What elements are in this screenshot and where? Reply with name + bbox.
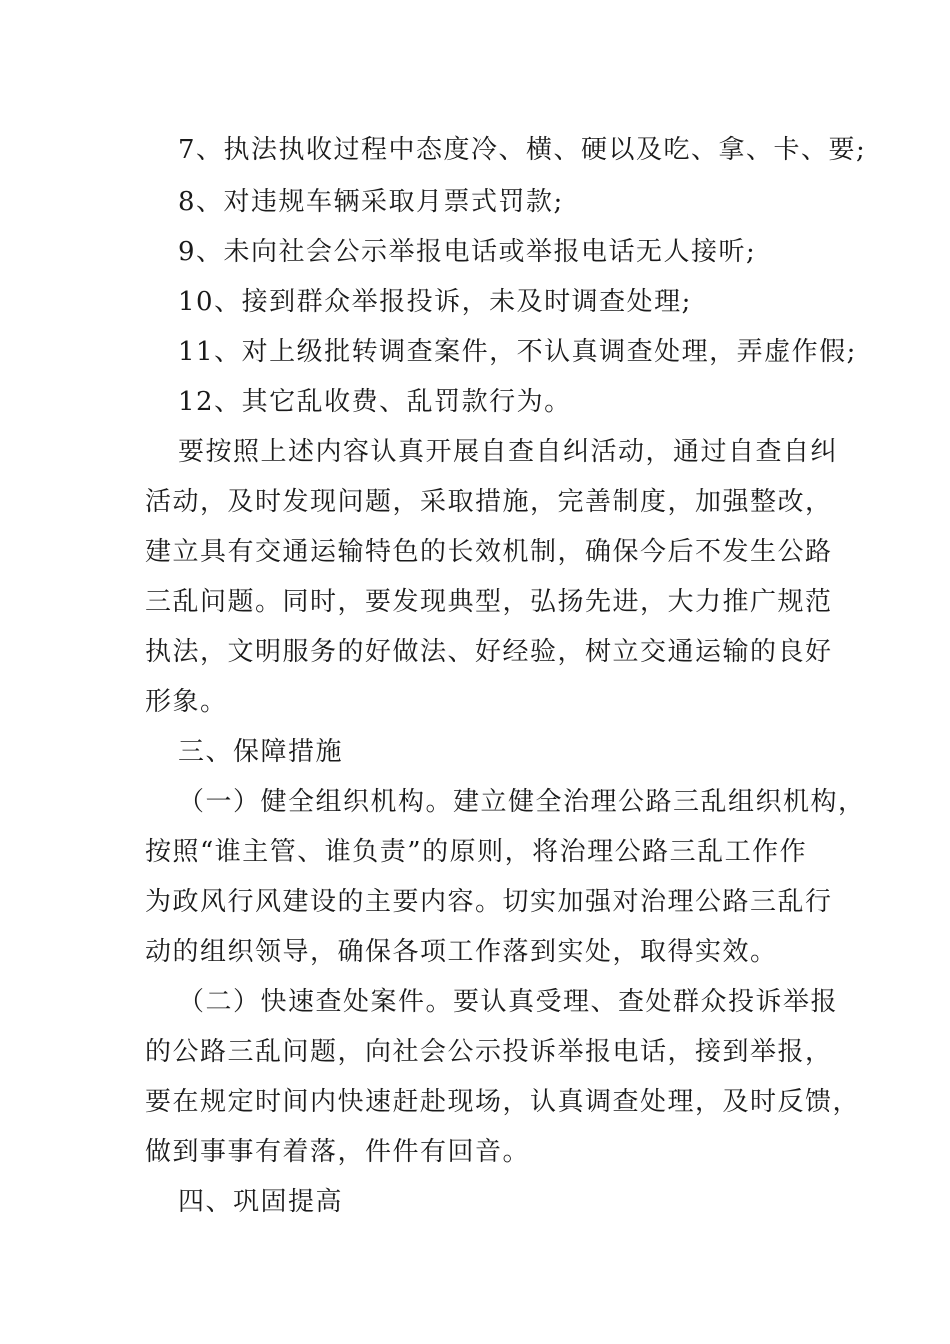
paragraph-line: （二）快速查处案件。要认真受理、查处群众投诉举报 bbox=[178, 987, 839, 1017]
paragraph-line: 形象。 bbox=[145, 687, 228, 717]
paragraph-line: 的公路三乱问题，向社会公示投诉举报电话，接到举报， bbox=[145, 1037, 833, 1067]
paragraph-line: 建立具有交通运输特色的长效机制，确保今后不发生公路 bbox=[145, 537, 833, 567]
list-item-10: 10、接到群众举报投诉，未及时调查处理; bbox=[178, 287, 692, 317]
list-item-12: 12、其它乱收费、乱罚款行为。 bbox=[178, 387, 572, 417]
list-item-8: 8、对违规车辆采取月票式罚款; bbox=[178, 187, 564, 217]
section-heading: 四、巩固提高 bbox=[178, 1187, 344, 1217]
paragraph-line: 为政风行风建设的主要内容。切实加强对治理公路三乱行 bbox=[145, 887, 833, 917]
paragraph-line: 按照“谁主管、谁负责”的原则，将治理公路三乱工作作 bbox=[145, 837, 808, 867]
list-item-7: 7、执法执收过程中态度冷、横、硬以及吃、拿、卡、要; bbox=[178, 135, 867, 165]
section-heading: 三、保障措施 bbox=[178, 737, 344, 767]
paragraph-line: 活动，及时发现问题，采取措施，完善制度，加强整改， bbox=[145, 487, 833, 517]
paragraph-line: 要在规定时间内快速赶赴现场，认真调查处理，及时反馈， bbox=[145, 1087, 861, 1117]
paragraph-line: 动的组织领导，确保各项工作落到实处，取得实效。 bbox=[145, 937, 778, 967]
paragraph-line: 做到事事有着落，件件有回音。 bbox=[145, 1137, 531, 1167]
paragraph-line: 三乱问题。同时，要发现典型，弘扬先进，大力推广规范 bbox=[145, 587, 833, 617]
list-item-9: 9、未向社会公示举报电话或举报电话无人接听; bbox=[178, 237, 757, 267]
paragraph-line: （一）健全组织机构。建立健全治理公路三乱组织机构， bbox=[178, 787, 866, 817]
paragraph-line: 执法，文明服务的好做法、好经验，树立交通运输的良好 bbox=[145, 637, 833, 667]
paragraph-line: 要按照上述内容认真开展自查自纠活动，通过自查自纠 bbox=[178, 437, 839, 467]
list-item-11: 11、对上级批转调查案件，不认真调查处理，弄虚作假; bbox=[178, 337, 857, 367]
